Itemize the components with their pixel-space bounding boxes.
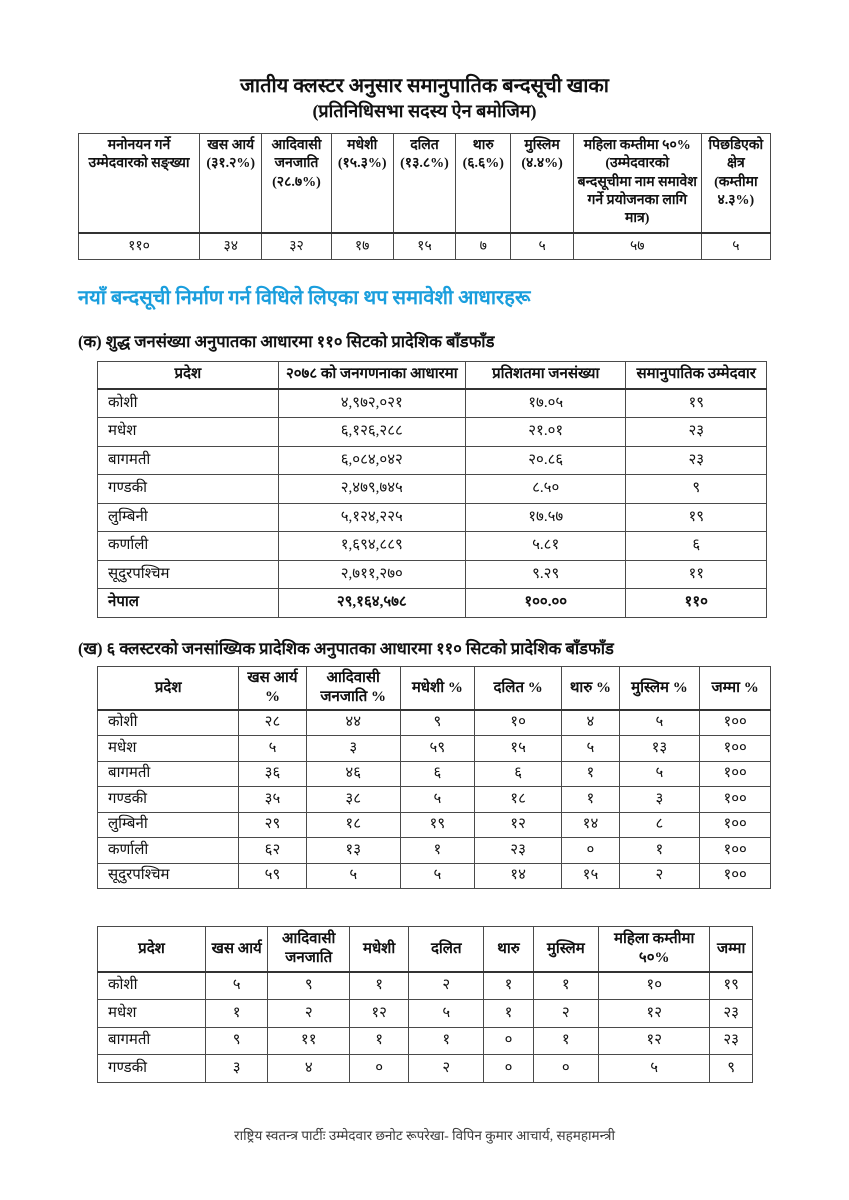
value-cell: ९ bbox=[400, 710, 474, 736]
value-cell: २३ bbox=[626, 418, 767, 447]
value-cell: १०० bbox=[700, 812, 771, 838]
table-row bbox=[98, 838, 771, 864]
value-cell: ५ bbox=[511, 233, 573, 260]
value-cell: २३ bbox=[710, 1000, 753, 1028]
table-row bbox=[98, 812, 771, 838]
value-cell: ५ bbox=[409, 1000, 484, 1028]
row-label-cell: कर्णाली bbox=[98, 838, 239, 864]
value-cell: १३ bbox=[619, 736, 700, 762]
value-cell: ५ bbox=[306, 863, 400, 889]
value-cell: २ bbox=[533, 1000, 599, 1028]
value-cell: ३२ bbox=[262, 233, 331, 260]
column-header: आदिवासी जनजाति (२८.७%) bbox=[262, 133, 331, 233]
section-a-heading: (क) शुद्ध जनसंख्या अनुपातका आधारमा ११० सिटको प्रादेशिक बाँडफाँड bbox=[78, 332, 495, 352]
header-row bbox=[98, 362, 767, 389]
column-header: थारु % bbox=[562, 667, 619, 710]
value-cell: १९ bbox=[626, 389, 767, 418]
total-label: नेपाल bbox=[98, 589, 279, 618]
value-cell: १२ bbox=[474, 812, 561, 838]
value-cell: ९ bbox=[268, 972, 350, 1000]
column-header: पिछडिएको क्षेत्र (कम्तीमा ४.३%) bbox=[701, 133, 770, 233]
value-cell: ५ bbox=[562, 736, 619, 762]
value-cell: १,६९४,८८९ bbox=[278, 532, 465, 561]
value-cell: ० bbox=[350, 1055, 409, 1083]
value-cell: २,४७९,७४५ bbox=[278, 475, 465, 504]
value-cell: ५७ bbox=[573, 233, 701, 260]
column-header: थारु bbox=[484, 927, 533, 972]
column-header: मनोनयन गर्ने उम्मेदवारको सङ्ख्या bbox=[79, 133, 200, 233]
value-cell: १ bbox=[350, 1027, 409, 1055]
value-cell: ५ bbox=[239, 736, 306, 762]
column-header: मधेशी bbox=[350, 927, 409, 972]
cluster-percentage-header bbox=[98, 667, 771, 710]
column-header: खस आर्य % bbox=[239, 667, 306, 710]
population-allocation-total bbox=[98, 589, 767, 618]
table-row bbox=[98, 1055, 753, 1083]
value-cell: २ bbox=[409, 972, 484, 1000]
value-cell: १९ bbox=[626, 503, 767, 532]
value-cell: १५ bbox=[474, 736, 561, 762]
value-cell: ४,९७२,०२१ bbox=[278, 389, 465, 418]
header-row bbox=[98, 667, 771, 710]
value-cell: ५ bbox=[400, 787, 474, 813]
row-label-cell: लुम्बिनी bbox=[98, 503, 279, 532]
value-cell: ३ bbox=[619, 787, 700, 813]
value-cell: ४४ bbox=[306, 710, 400, 736]
row-label-cell: लुम्बिनी bbox=[98, 812, 239, 838]
row-label-cell: बागमती bbox=[98, 761, 239, 787]
value-cell: २८ bbox=[239, 710, 306, 736]
table-row bbox=[98, 1000, 753, 1028]
value-cell: १ bbox=[533, 972, 599, 1000]
row-label-cell: ११० bbox=[79, 233, 200, 260]
row-label-cell: कोशी bbox=[98, 710, 239, 736]
row-label-cell: कर्णाली bbox=[98, 532, 279, 561]
column-header: दलित (१३.८%) bbox=[393, 133, 455, 233]
quota-summary-table bbox=[78, 133, 771, 261]
value-cell: ० bbox=[533, 1055, 599, 1083]
value-cell: १८ bbox=[306, 812, 400, 838]
row-label-cell: बागमती bbox=[98, 1027, 206, 1055]
row-label-cell: गण्डकी bbox=[98, 787, 239, 813]
value-cell: ० bbox=[484, 1027, 533, 1055]
row-label-cell: गण्डकी bbox=[98, 475, 279, 504]
value-cell: ६२ bbox=[239, 838, 306, 864]
cluster-seat-table bbox=[97, 926, 753, 1083]
column-header: मधेशी (१५.३%) bbox=[331, 133, 393, 233]
value-cell: १० bbox=[474, 710, 561, 736]
table-row bbox=[98, 560, 767, 589]
column-header: २०७८ को जनगणनाका आधारमा bbox=[278, 362, 465, 389]
column-header: समानुपातिक उम्मेदवार bbox=[626, 362, 767, 389]
value-cell: १७.५७ bbox=[465, 503, 626, 532]
table-row bbox=[98, 787, 771, 813]
value-cell: ६,१२६,२८८ bbox=[278, 418, 465, 447]
column-header: खस आर्य bbox=[206, 927, 268, 972]
value-cell: ५९ bbox=[400, 736, 474, 762]
value-cell: ४६ bbox=[306, 761, 400, 787]
value-cell: ९ bbox=[206, 1027, 268, 1055]
column-header: मुस्लिम bbox=[533, 927, 599, 972]
row-label-cell: बागमती bbox=[98, 446, 279, 475]
column-header: जम्मा bbox=[710, 927, 753, 972]
value-cell: ८.५० bbox=[465, 475, 626, 504]
value-cell: २१.०१ bbox=[465, 418, 626, 447]
table-row bbox=[98, 761, 771, 787]
value-cell: ५ bbox=[619, 710, 700, 736]
value-cell: १ bbox=[619, 838, 700, 864]
row-label-cell: कोशी bbox=[98, 389, 279, 418]
total-value: १००.०० bbox=[465, 589, 626, 618]
value-cell: १ bbox=[533, 1027, 599, 1055]
table-row bbox=[98, 418, 767, 447]
quota-summary-header bbox=[79, 133, 771, 233]
table-row bbox=[98, 863, 771, 889]
population-allocation-body bbox=[98, 389, 767, 589]
value-cell: ९.२९ bbox=[465, 560, 626, 589]
quota-summary-body bbox=[79, 233, 771, 260]
cluster-seat-header bbox=[98, 927, 753, 972]
table-row bbox=[98, 475, 767, 504]
row-label-cell: सूदुरपश्चिम bbox=[98, 863, 239, 889]
value-cell: १०० bbox=[700, 838, 771, 864]
value-cell: १ bbox=[350, 972, 409, 1000]
value-cell: १०० bbox=[700, 710, 771, 736]
value-cell: १४ bbox=[562, 812, 619, 838]
value-cell: १ bbox=[562, 787, 619, 813]
value-cell: २ bbox=[409, 1055, 484, 1083]
inclusive-basis-heading: नयाँ बन्दसूची निर्माण गर्न विधिले लिएका थप समावेशी आधारहरू bbox=[78, 287, 531, 310]
cluster-percentage-table bbox=[97, 666, 771, 889]
value-cell: १९ bbox=[710, 972, 753, 1000]
value-cell: १ bbox=[409, 1027, 484, 1055]
value-cell: ३६ bbox=[239, 761, 306, 787]
cluster-percentage-body bbox=[98, 710, 771, 889]
value-cell: ६ bbox=[474, 761, 561, 787]
column-header: प्रतिशतमा जनसंख्या bbox=[465, 362, 626, 389]
value-cell: २,७११,२७० bbox=[278, 560, 465, 589]
value-cell: १ bbox=[206, 1000, 268, 1028]
row-label-cell: मधेश bbox=[98, 736, 239, 762]
value-cell: १५ bbox=[393, 233, 455, 260]
value-cell: २९ bbox=[239, 812, 306, 838]
value-cell: ११ bbox=[268, 1027, 350, 1055]
value-cell: २ bbox=[619, 863, 700, 889]
value-cell: १०० bbox=[700, 863, 771, 889]
column-header: मधेशी % bbox=[400, 667, 474, 710]
value-cell: १० bbox=[599, 972, 710, 1000]
column-header: प्रदेश bbox=[98, 362, 279, 389]
value-cell: १०० bbox=[700, 736, 771, 762]
value-cell: १५ bbox=[562, 863, 619, 889]
population-allocation-header bbox=[98, 362, 767, 389]
column-header: मुस्लिम % bbox=[619, 667, 700, 710]
row-label-cell: मधेश bbox=[98, 418, 279, 447]
column-header: महिला कम्तीमा ५०% (उम्मेदवारको बन्दसूचीमा नाम समावेश गर्ने प्रयोजनका लागि मात्र) bbox=[573, 133, 701, 233]
section-b-heading: (ख) ६ क्लस्टरको जनसांख्यिक प्रादेशिक अनुपातका आधारमा ११० सिटको प्रादेशिक बाँडफाँड bbox=[78, 638, 614, 658]
column-header: प्रदेश bbox=[98, 667, 239, 710]
value-cell: ५,१२४,२२५ bbox=[278, 503, 465, 532]
column-header: आदिवासी जनजाति % bbox=[306, 667, 400, 710]
value-cell: ९ bbox=[710, 1055, 753, 1083]
column-header: दलित bbox=[409, 927, 484, 972]
value-cell: १०० bbox=[700, 761, 771, 787]
table-row bbox=[98, 736, 771, 762]
column-header: मुस्लिम (४.४%) bbox=[511, 133, 573, 233]
value-cell: ३ bbox=[306, 736, 400, 762]
value-cell: ३४ bbox=[200, 233, 262, 260]
row-label-cell: सूदुरपश्चिम bbox=[98, 560, 279, 589]
value-cell: ५ bbox=[400, 863, 474, 889]
value-cell: ५.८१ bbox=[465, 532, 626, 561]
value-cell: १२ bbox=[599, 1000, 710, 1028]
value-cell: २३ bbox=[710, 1027, 753, 1055]
value-cell: ० bbox=[484, 1055, 533, 1083]
value-cell: १४ bbox=[474, 863, 561, 889]
value-cell: १९ bbox=[400, 812, 474, 838]
value-cell: ७ bbox=[456, 233, 511, 260]
value-cell: ५ bbox=[619, 761, 700, 787]
value-cell: ६ bbox=[400, 761, 474, 787]
header-row bbox=[79, 133, 771, 233]
value-cell: ५ bbox=[701, 233, 770, 260]
value-cell: १ bbox=[484, 972, 533, 1000]
column-header: प्रदेश bbox=[98, 927, 206, 972]
column-header: आदिवासी जनजाति bbox=[268, 927, 350, 972]
value-cell: ६ bbox=[626, 532, 767, 561]
value-cell: ३ bbox=[206, 1055, 268, 1083]
column-header: खस आर्य (३१.२%) bbox=[200, 133, 262, 233]
value-cell: ३५ bbox=[239, 787, 306, 813]
table-row bbox=[98, 503, 767, 532]
column-header: जम्मा % bbox=[700, 667, 771, 710]
table-row bbox=[98, 710, 771, 736]
value-cell: १३ bbox=[306, 838, 400, 864]
row-label-cell: कोशी bbox=[98, 972, 206, 1000]
value-cell: ८ bbox=[619, 812, 700, 838]
value-cell: १०० bbox=[700, 787, 771, 813]
column-header: महिला कम्तीमा ५०% bbox=[599, 927, 710, 972]
value-cell: ११ bbox=[626, 560, 767, 589]
footer-credit: राष्ट्रिय स्वतन्त्र पार्टीः उम्मेदवार छनोट रूपरेखा- विपिन कुमार आचार्य, सहमहामन्त्री bbox=[234, 1127, 615, 1143]
value-cell: ४ bbox=[562, 710, 619, 736]
value-cell: ६,०८४,०४२ bbox=[278, 446, 465, 475]
column-header: थारु (६.६%) bbox=[456, 133, 511, 233]
cluster-seat-body bbox=[98, 972, 753, 1083]
total-row bbox=[98, 589, 767, 618]
table-row bbox=[98, 446, 767, 475]
value-cell: १८ bbox=[474, 787, 561, 813]
value-cell: ३८ bbox=[306, 787, 400, 813]
header-row bbox=[98, 927, 753, 972]
value-cell: १ bbox=[484, 1000, 533, 1028]
value-cell: ४ bbox=[268, 1055, 350, 1083]
value-cell: १ bbox=[400, 838, 474, 864]
page-title: जातीय क्लस्टर अनुसार समानुपातिक बन्दसूची खाका bbox=[240, 75, 609, 97]
table-row bbox=[79, 233, 771, 260]
value-cell: ९ bbox=[626, 475, 767, 504]
value-cell: १७ bbox=[331, 233, 393, 260]
value-cell: १२ bbox=[599, 1027, 710, 1055]
table-row bbox=[98, 532, 767, 561]
row-label-cell: मधेश bbox=[98, 1000, 206, 1028]
population-allocation-table bbox=[97, 361, 767, 618]
value-cell: २३ bbox=[474, 838, 561, 864]
table-row bbox=[98, 389, 767, 418]
value-cell: ५ bbox=[206, 972, 268, 1000]
value-cell: १७.०५ bbox=[465, 389, 626, 418]
row-label-cell: गण्डकी bbox=[98, 1055, 206, 1083]
value-cell: ५९ bbox=[239, 863, 306, 889]
value-cell: ५ bbox=[599, 1055, 710, 1083]
table-row bbox=[98, 972, 753, 1000]
value-cell: २३ bbox=[626, 446, 767, 475]
total-value: ११० bbox=[626, 589, 767, 618]
table-row bbox=[98, 1027, 753, 1055]
value-cell: ० bbox=[562, 838, 619, 864]
value-cell: २०.८६ bbox=[465, 446, 626, 475]
page-subtitle: (प्रतिनिधिसभा सदस्य ऐन बमोजिम) bbox=[312, 101, 537, 121]
value-cell: १ bbox=[562, 761, 619, 787]
column-header: दलित % bbox=[474, 667, 561, 710]
total-value: २९,१६४,५७८ bbox=[278, 589, 465, 618]
value-cell: २ bbox=[268, 1000, 350, 1028]
value-cell: १२ bbox=[350, 1000, 409, 1028]
